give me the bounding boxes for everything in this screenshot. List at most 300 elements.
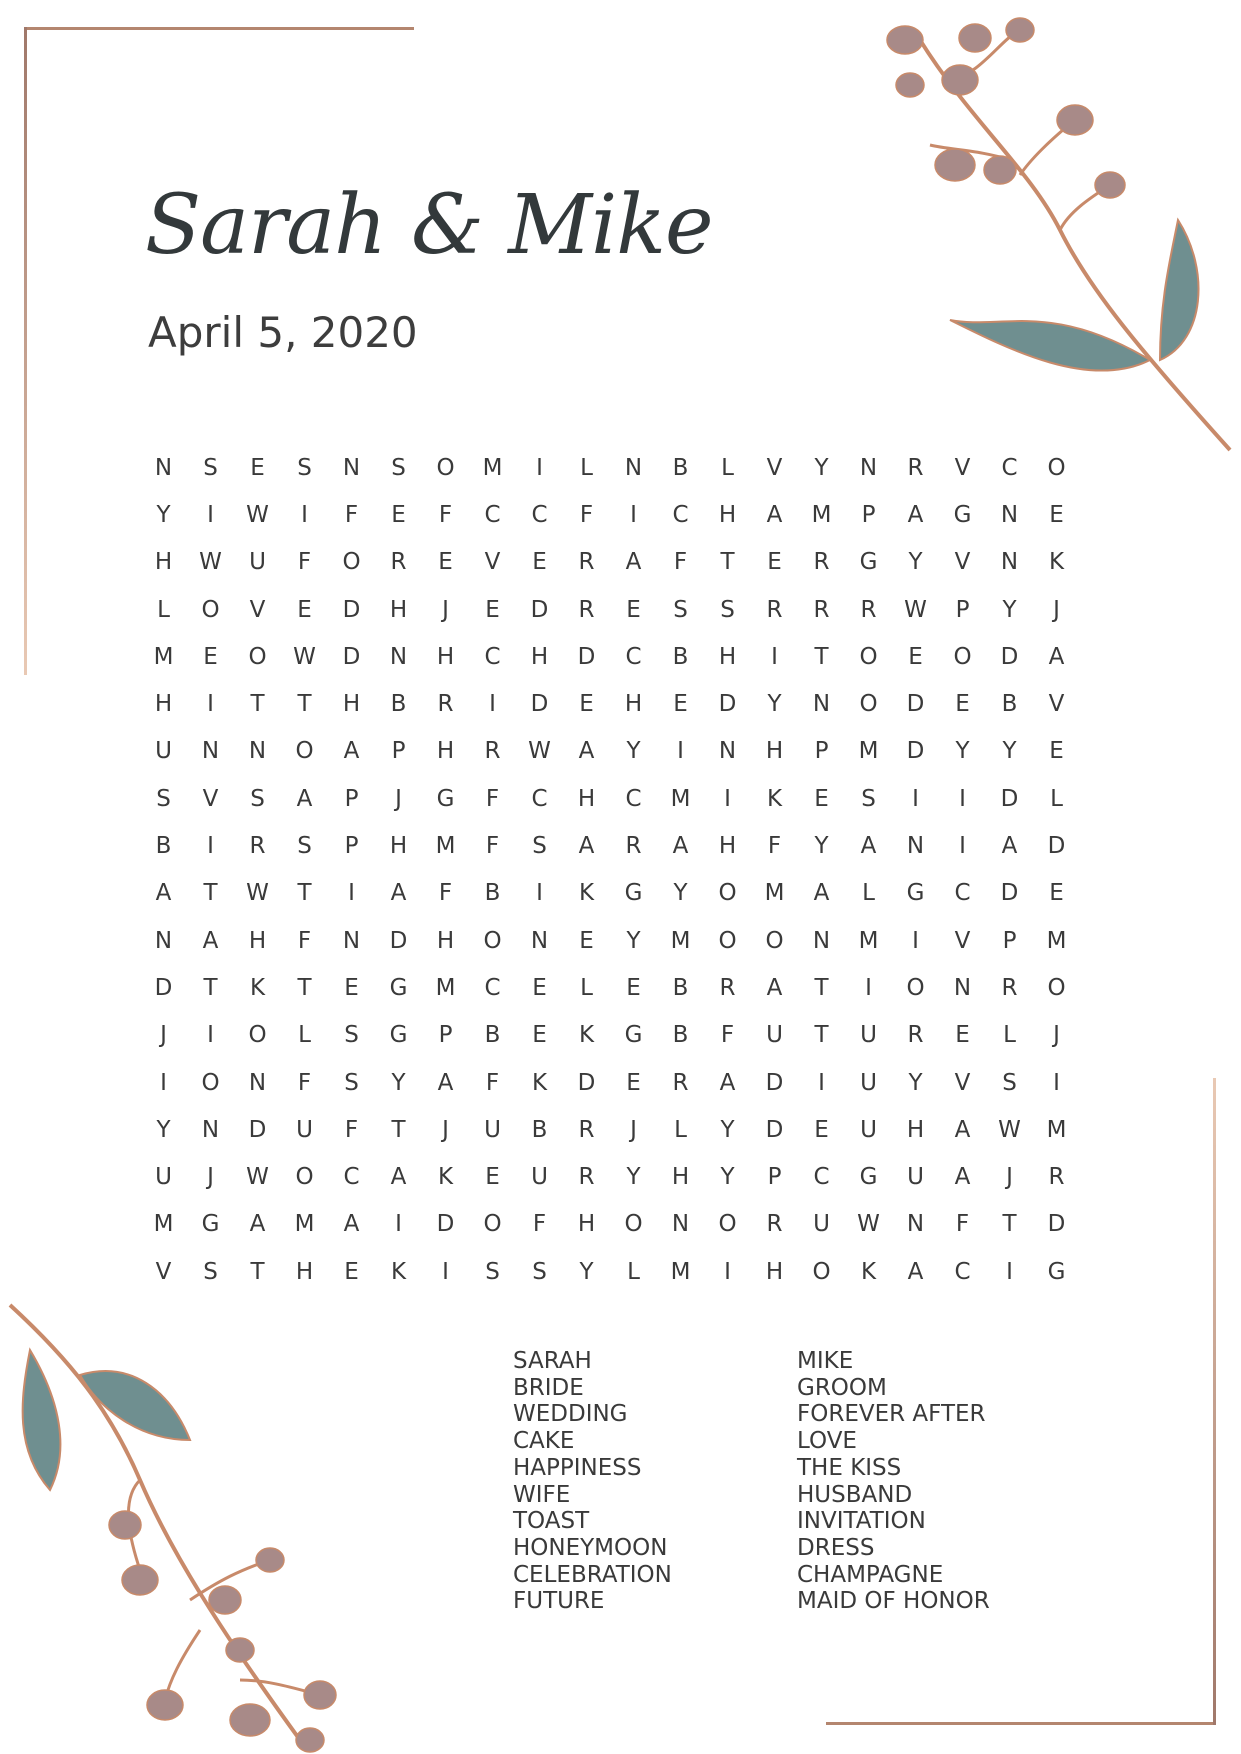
grid-letter: H [436, 738, 455, 765]
grid-letter: N [248, 738, 267, 765]
grid-letter: W [528, 738, 551, 765]
grid-letter: G [953, 501, 972, 528]
grid-letter: V [249, 596, 266, 623]
grid-row [140, 633, 1080, 680]
grid-row [140, 775, 1080, 822]
grid-row [140, 1012, 1080, 1059]
grid-letter: A [390, 1164, 407, 1191]
grid-letter: E [485, 1164, 500, 1191]
grid-letter: E [203, 643, 218, 670]
grid-letter: H [906, 1116, 925, 1143]
word-list-item: HONEYMOON [513, 1534, 668, 1561]
grid-letter: A [390, 880, 407, 907]
grid-letter: E [908, 643, 923, 670]
grid-letter: S [203, 1258, 218, 1285]
grid-letter: M [294, 1211, 315, 1238]
grid-letter: V [954, 927, 971, 954]
grid-letter: I [959, 785, 966, 812]
grid-letter: A [578, 833, 595, 860]
grid-letter: I [865, 974, 872, 1001]
grid-letter: H [154, 549, 173, 576]
word-list-item: CHAMPAGNE [797, 1561, 944, 1588]
grid-row [140, 586, 1080, 633]
word-list-item: BRIDE [513, 1374, 584, 1401]
word-list-item: FOREVER AFTER [797, 1401, 986, 1428]
grid-letter: D [342, 596, 361, 623]
grid-letter: A [1048, 643, 1065, 670]
grid-letter: S [532, 1258, 547, 1285]
grid-letter: R [719, 974, 736, 1001]
grid-letter: D [436, 1211, 455, 1238]
grid-letter: D [1000, 880, 1019, 907]
grid-letter: U [531, 1164, 548, 1191]
grid-letter: M [1046, 927, 1067, 954]
grid-letter: L [580, 974, 593, 1001]
grid-row [140, 539, 1080, 586]
grid-letter: S [156, 785, 171, 812]
grid-letter: H [389, 596, 408, 623]
grid-letter: L [862, 880, 875, 907]
word-list-item: WIFE [513, 1481, 571, 1508]
grid-row [140, 964, 1080, 1011]
grid-letter: I [207, 501, 214, 528]
grid-letter: R [860, 596, 877, 623]
grid-letter: J [1053, 1022, 1060, 1049]
grid-letter: A [766, 501, 783, 528]
grid-letter: Y [720, 1164, 735, 1191]
grid-letter: W [904, 596, 927, 623]
grid-letter: B [672, 1022, 689, 1049]
grid-letter: R [766, 596, 783, 623]
grid-letter: M [1046, 1116, 1067, 1143]
grid-letter: M [153, 1211, 174, 1238]
grid-letter: E [626, 596, 641, 623]
grid-letter: U [860, 1022, 877, 1049]
grid-letter: U [155, 1164, 172, 1191]
grid-letter: E [1049, 880, 1064, 907]
grid-letter: F [344, 501, 359, 528]
grid-letter: T [1002, 1211, 1017, 1238]
grid-letter: T [391, 1116, 406, 1143]
word-list-item: DRESS [797, 1534, 875, 1561]
grid-row [140, 444, 1080, 491]
grid-letter: H [718, 643, 737, 670]
grid-letter: P [861, 501, 876, 528]
grid-letter: H [765, 1258, 784, 1285]
grid-letter: O [342, 549, 361, 576]
grid-letter: L [298, 1022, 311, 1049]
grid-row [140, 917, 1080, 964]
grid-letter: A [202, 927, 219, 954]
grid-letter: S [485, 1258, 500, 1285]
word-list-item: THE KISS [797, 1454, 902, 1481]
grid-letter: I [1006, 1258, 1013, 1285]
grid-letter: R [390, 549, 407, 576]
grid-letter: R [437, 691, 454, 718]
grid-letter: A [343, 738, 360, 765]
grid-letter: A [672, 833, 689, 860]
grid-letter: P [391, 738, 406, 765]
grid-letter: D [389, 927, 408, 954]
grid-letter: G [906, 880, 925, 907]
grid-letter: S [1002, 1069, 1017, 1096]
grid-letter: A [249, 1211, 266, 1238]
grid-letter: O [483, 1211, 502, 1238]
grid-letter: H [577, 785, 596, 812]
grid-letter: K [578, 1022, 595, 1049]
grid-letter: A [907, 501, 924, 528]
wedding-date: April 5, 2020 [148, 308, 418, 357]
grid-letter: D [154, 974, 173, 1001]
grid-letter: N [389, 643, 408, 670]
grid-letter: H [718, 833, 737, 860]
grid-letter: D [1047, 1211, 1066, 1238]
grid-letter: P [814, 738, 829, 765]
grid-letter: K [390, 1258, 407, 1285]
grid-letter: U [296, 1116, 313, 1143]
grid-letter: P [767, 1164, 782, 1191]
grid-letter: R [578, 596, 595, 623]
grid-letter: I [207, 1022, 214, 1049]
grid-letter: J [1053, 596, 1060, 623]
grid-letter: B [1001, 691, 1018, 718]
grid-letter: Y [156, 501, 171, 528]
grid-letter: Y [814, 454, 829, 481]
grid-letter: N [154, 927, 173, 954]
grid-letter: N [718, 738, 737, 765]
grid-letter: A [155, 880, 172, 907]
grid-row [140, 1059, 1080, 1106]
grid-letter: I [724, 785, 731, 812]
grid-letter: N [201, 1116, 220, 1143]
grid-letter: I [489, 691, 496, 718]
grid-letter: D [1047, 833, 1066, 860]
grid-letter: I [677, 738, 684, 765]
grid-letter: Y [720, 1116, 735, 1143]
grid-letter: N [812, 927, 831, 954]
word-list-item: MIKE [797, 1348, 854, 1374]
grid-letter: O [718, 880, 737, 907]
grid-letter: T [297, 691, 312, 718]
grid-letter: O [201, 596, 220, 623]
grid-letter: U [249, 549, 266, 576]
grid-letter: D [906, 738, 925, 765]
grid-letter: F [955, 1211, 970, 1238]
grid-letter: C [484, 974, 501, 1001]
grid-letter: C [531, 785, 548, 812]
grid-letter: P [344, 785, 359, 812]
grid-letter: L [674, 1116, 687, 1143]
grid-letter: F [438, 880, 453, 907]
grid-letter: M [670, 927, 691, 954]
grid-letter: N [906, 1211, 925, 1238]
grid-letter: W [246, 501, 269, 528]
grid-letter: F [485, 833, 500, 860]
grid-letter: E [1049, 738, 1064, 765]
grid-letter: P [1002, 927, 1017, 954]
grid-letter: Y [673, 880, 688, 907]
grid-letter: O [624, 1211, 643, 1238]
grid-letter: N [859, 454, 878, 481]
grid-row [140, 680, 1080, 727]
grid-row [140, 728, 1080, 775]
grid-letter: B [672, 974, 689, 1001]
grid-letter: A [766, 974, 783, 1001]
grid-letter: M [482, 454, 503, 481]
grid-letter: L [1050, 785, 1063, 812]
grid-letter: H [295, 1258, 314, 1285]
grid-row [140, 1106, 1080, 1153]
word-list-item: INVITATION [797, 1508, 926, 1535]
grid-letter: Y [1002, 596, 1017, 623]
grid-letter: I [1053, 1069, 1060, 1096]
grid-letter: S [861, 785, 876, 812]
grid-letter: Y [908, 1069, 923, 1096]
grid-letter: J [442, 596, 449, 623]
grid-letter: C [954, 880, 971, 907]
grid-letter: T [250, 691, 265, 718]
grid-letter: C [1001, 454, 1018, 481]
grid-letter: W [293, 643, 316, 670]
grid-letter: A [907, 1258, 924, 1285]
grid-letter: N [248, 1069, 267, 1096]
grid-letter: P [438, 1022, 453, 1049]
grid-letter: I [301, 501, 308, 528]
grid-letter: B [484, 880, 501, 907]
grid-letter: L [157, 596, 170, 623]
grid-letter: J [1006, 1164, 1013, 1191]
grid-letter: O [718, 1211, 737, 1238]
grid-letter: A [296, 785, 313, 812]
grid-letter: G [389, 974, 408, 1001]
grid-letter: V [484, 549, 501, 576]
grid-letter: O [859, 643, 878, 670]
grid-letter: A [954, 1116, 971, 1143]
grid-letter: U [155, 738, 172, 765]
grid-letter: S [297, 454, 312, 481]
grid-letter: Y [908, 549, 923, 576]
grid-letter: K [1048, 549, 1065, 576]
grid-letter: S [250, 785, 265, 812]
grid-letter: Y [156, 1116, 171, 1143]
grid-letter: E [344, 974, 359, 1001]
word-list-item: GROOM [797, 1374, 887, 1401]
grid-letter: Y [626, 738, 641, 765]
grid-letter: N [342, 454, 361, 481]
grid-letter: O [859, 691, 878, 718]
grid-letter: D [718, 691, 737, 718]
grid-letter: F [297, 927, 312, 954]
grid-letter: Y [626, 1164, 641, 1191]
word-list-item: HAPPINESS [513, 1454, 642, 1481]
grid-letter: W [246, 880, 269, 907]
grid-letter: C [343, 1164, 360, 1191]
grid-letter: F [673, 549, 688, 576]
grid-letter: C [484, 501, 501, 528]
grid-letter: L [580, 454, 593, 481]
grid-letter: A [625, 549, 642, 576]
grid-letter: Y [579, 1258, 594, 1285]
grid-letter: B [390, 691, 407, 718]
grid-letter: R [578, 1116, 595, 1143]
grid-letter: J [160, 1022, 167, 1049]
word-list-item: SARAH [513, 1348, 592, 1374]
grid-letter: E [955, 691, 970, 718]
grid-letter: I [771, 643, 778, 670]
grid-letter: Y [1002, 738, 1017, 765]
grid-letter: F [485, 1069, 500, 1096]
grid-letter: G [859, 549, 878, 576]
grid-letter: S [532, 833, 547, 860]
grid-letter: J [395, 785, 402, 812]
grid-letter: Y [626, 927, 641, 954]
grid-letter: N [154, 454, 173, 481]
grid-letter: W [246, 1164, 269, 1191]
grid-letter: E [438, 549, 453, 576]
grid-letter: N [342, 927, 361, 954]
grid-letter: V [954, 454, 971, 481]
grid-letter: J [442, 1116, 449, 1143]
grid-letter: D [248, 1116, 267, 1143]
grid-letter: N [671, 1211, 690, 1238]
word-list-item: HUSBAND [797, 1481, 913, 1508]
grid-letter: W [998, 1116, 1021, 1143]
grid-letter: T [814, 974, 829, 1001]
grid-letter: H [577, 1211, 596, 1238]
grid-letter: R [1001, 974, 1018, 1001]
grid-letter: E [814, 1116, 829, 1143]
grid-letter: E [673, 691, 688, 718]
grid-letter: F [720, 1022, 735, 1049]
grid-letter: T [250, 1258, 265, 1285]
grid-letter: A [719, 1069, 736, 1096]
word-list-item: MAID OF HONOR [797, 1588, 990, 1615]
grid-letter: S [391, 454, 406, 481]
grid-letter: O [483, 927, 502, 954]
grid-letter: Y [767, 691, 782, 718]
grid-letter: T [814, 643, 829, 670]
grid-letter: D [906, 691, 925, 718]
grid-letter: F [438, 501, 453, 528]
grid-letter: H [624, 691, 643, 718]
frame-top-left-vertical [24, 27, 27, 675]
grid-letter: H [718, 501, 737, 528]
grid-letter: R [625, 833, 642, 860]
grid-letter: R [578, 549, 595, 576]
word-list-left [513, 1348, 672, 1615]
grid-letter: B [155, 833, 172, 860]
grid-letter: E [485, 596, 500, 623]
grid-letter: T [297, 880, 312, 907]
grid-letter: R [1048, 1164, 1065, 1191]
grid-letter: R [907, 454, 924, 481]
grid-letter: H [248, 927, 267, 954]
word-list-item: WEDDING [513, 1401, 628, 1428]
grid-letter: T [814, 1022, 829, 1049]
grid-letter: G [1047, 1258, 1066, 1285]
grid-letter: F [579, 501, 594, 528]
grid-letter: N [812, 691, 831, 718]
grid-letter: B [531, 1116, 548, 1143]
grid-letter: A [813, 880, 830, 907]
grid-letter: R [249, 833, 266, 860]
grid-letter: F [297, 1069, 312, 1096]
grid-letter: R [766, 1211, 783, 1238]
grid-letter: E [391, 501, 406, 528]
grid-letter: U [860, 1069, 877, 1096]
frame-bottom-right-horizontal [826, 1722, 1216, 1725]
grid-letter: S [344, 1069, 359, 1096]
grid-letter: I [395, 1211, 402, 1238]
grid-letter: U [860, 1116, 877, 1143]
grid-letter: O [765, 927, 784, 954]
grid-letter: O [436, 454, 455, 481]
grid-letter: H [436, 927, 455, 954]
grid-letter: E [814, 785, 829, 812]
grid-letter: S [720, 596, 735, 623]
grid-letter: M [153, 643, 174, 670]
grid-letter: T [203, 880, 218, 907]
grid-letter: M [764, 880, 785, 907]
grid-row [140, 491, 1080, 538]
grid-letter: K [437, 1164, 454, 1191]
grid-letter: G [389, 1022, 408, 1049]
grid-letter: U [813, 1211, 830, 1238]
grid-letter: H [389, 833, 408, 860]
grid-letter: E [626, 974, 641, 1001]
grid-letter: N [1000, 501, 1019, 528]
grid-letter: E [579, 691, 594, 718]
grid-letter: Y [955, 738, 970, 765]
grid-letter: M [670, 785, 691, 812]
grid-letter: I [442, 1258, 449, 1285]
grid-letter: V [954, 549, 971, 576]
grid-letter: M [670, 1258, 691, 1285]
grid-letter: K [766, 785, 783, 812]
grid-letter: R [813, 549, 830, 576]
grid-row [140, 1153, 1080, 1200]
grid-letter: C [531, 501, 548, 528]
grid-letter: I [818, 1069, 825, 1096]
grid-letter: D [530, 596, 549, 623]
grid-letter: G [624, 880, 643, 907]
grid-letter: J [207, 1164, 214, 1191]
grid-letter: I [959, 833, 966, 860]
grid-letter: R [578, 1164, 595, 1191]
grid-letter: H [671, 1164, 690, 1191]
grid-letter: L [1003, 1022, 1016, 1049]
grid-letter: A [954, 1164, 971, 1191]
grid-letter: D [530, 691, 549, 718]
grid-letter: H [436, 643, 455, 670]
grid-letter: G [436, 785, 455, 812]
grid-letter: T [203, 974, 218, 1001]
grid-letter: B [672, 643, 689, 670]
grid-letter: N [201, 738, 220, 765]
grid-letter: C [954, 1258, 971, 1285]
floral-branch-top-right-icon [860, 0, 1241, 460]
grid-letter: A [437, 1069, 454, 1096]
grid-letter: S [344, 1022, 359, 1049]
grid-letter: H [154, 691, 173, 718]
grid-letter: O [953, 643, 972, 670]
grid-letter: O [1047, 974, 1066, 1001]
grid-letter: C [625, 785, 642, 812]
floral-branch-bottom-left-icon [0, 1300, 381, 1754]
grid-letter: I [536, 880, 543, 907]
grid-letter: E [767, 549, 782, 576]
grid-letter: O [201, 1069, 220, 1096]
